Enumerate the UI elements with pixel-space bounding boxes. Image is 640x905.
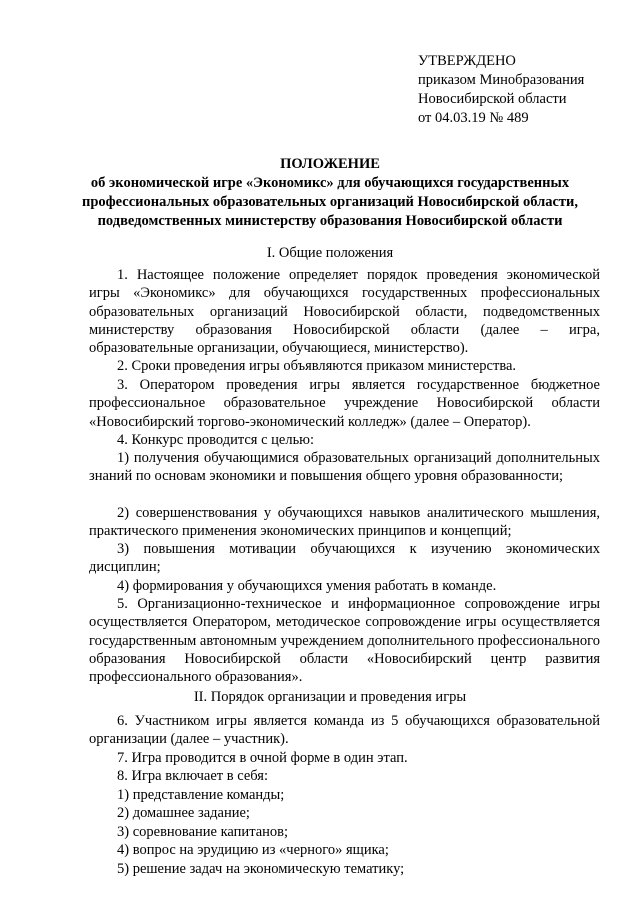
paragraph-6: 6. Участником игры является команда из 5 обучающихся образовательной организации (далее – участник). xyxy=(89,713,600,748)
title-main: ПОЛОЖЕНИЕ xyxy=(280,156,380,172)
section-heading: II. Порядок организации и проведения игры xyxy=(193,689,467,705)
list-item-4-2: 2) совершенствования у обучающихся навыков аналитического мышления, практического применения экономических принципов и концепций; xyxy=(89,505,600,540)
paragraph-2: 2. Сроки проведения игры объявляются приказом министерства. xyxy=(117,358,517,374)
list-item-8-3: 3) соревнование капитанов; xyxy=(117,824,289,840)
list-item-4-3: 3) повышения мотивации обучающихся к изучению экономических дисциплин; xyxy=(89,541,600,576)
list-item-8-2: 2) домашнее задание; xyxy=(117,805,250,821)
paragraph-7: 7. Игра проводится в очной форме в один этап. xyxy=(117,750,408,766)
paragraph-8: 8. Игра включает в себя: xyxy=(117,768,268,784)
approval-line: приказом Минобразования xyxy=(418,72,585,88)
section-heading: I. Общие положения xyxy=(266,245,394,261)
list-item-8-4: 4) вопрос на эрудицию из «черного» ящика; xyxy=(117,842,389,858)
paragraph-3: 3. Оператором проведения игры является государственное бюджетное профессиональное образовательное учреждение Новосибирской области «Новосибирский торгово-экономический колледж» (далее – Оператор). xyxy=(89,377,600,430)
list-item-4-4: 4) формирования у обучающихся умения работать в команде. xyxy=(117,578,497,594)
approval-line: Новосибирской области xyxy=(418,91,567,107)
title-line: профессиональных образовательных организаций Новосибирской области, xyxy=(81,194,579,210)
approval-line: УТВЕРЖДЕНО xyxy=(418,53,516,69)
paragraph-4: 4. Конкурс проводится с целью: xyxy=(117,432,315,448)
title-line: подведомственных министерству образования Новосибирской области xyxy=(97,213,563,229)
paragraph-5: 5. Организационно-техническое и информационное сопровождение игры осуществляется Оператором, методическое сопровождение игры осуществляется государственным автономным учреждением дополнительного профессионального образования Новосибирской области «Новосибирский центр развития профессионального образования». xyxy=(89,596,600,686)
title-line: об экономической игре «Экономикс» для обучающихся государственных xyxy=(90,175,570,191)
approval-stamp xyxy=(418,52,584,128)
paragraph-1: 1. Настоящее положение определяет порядок проведения экономической игры «Экономикс» для обучающихся государственных профессиональных образовательных организаций Новосибирской области, подведомственных министерству образования Новосибирской области (далее – игра, образовательные организации, обучающиеся, министерство). xyxy=(89,267,600,357)
list-item-8-1: 1) представление команды; xyxy=(117,787,285,803)
list-item-4-1: 1) получения обучающимися образовательных организаций дополнительных знаний по основам экономики и повышения общего уровня образованности; xyxy=(89,450,600,485)
list-item-8-5: 5) решение задач на экономическую тематику; xyxy=(117,861,405,877)
document-title xyxy=(60,155,600,231)
approval-date: от 04.03.19 № 489 xyxy=(418,110,529,126)
